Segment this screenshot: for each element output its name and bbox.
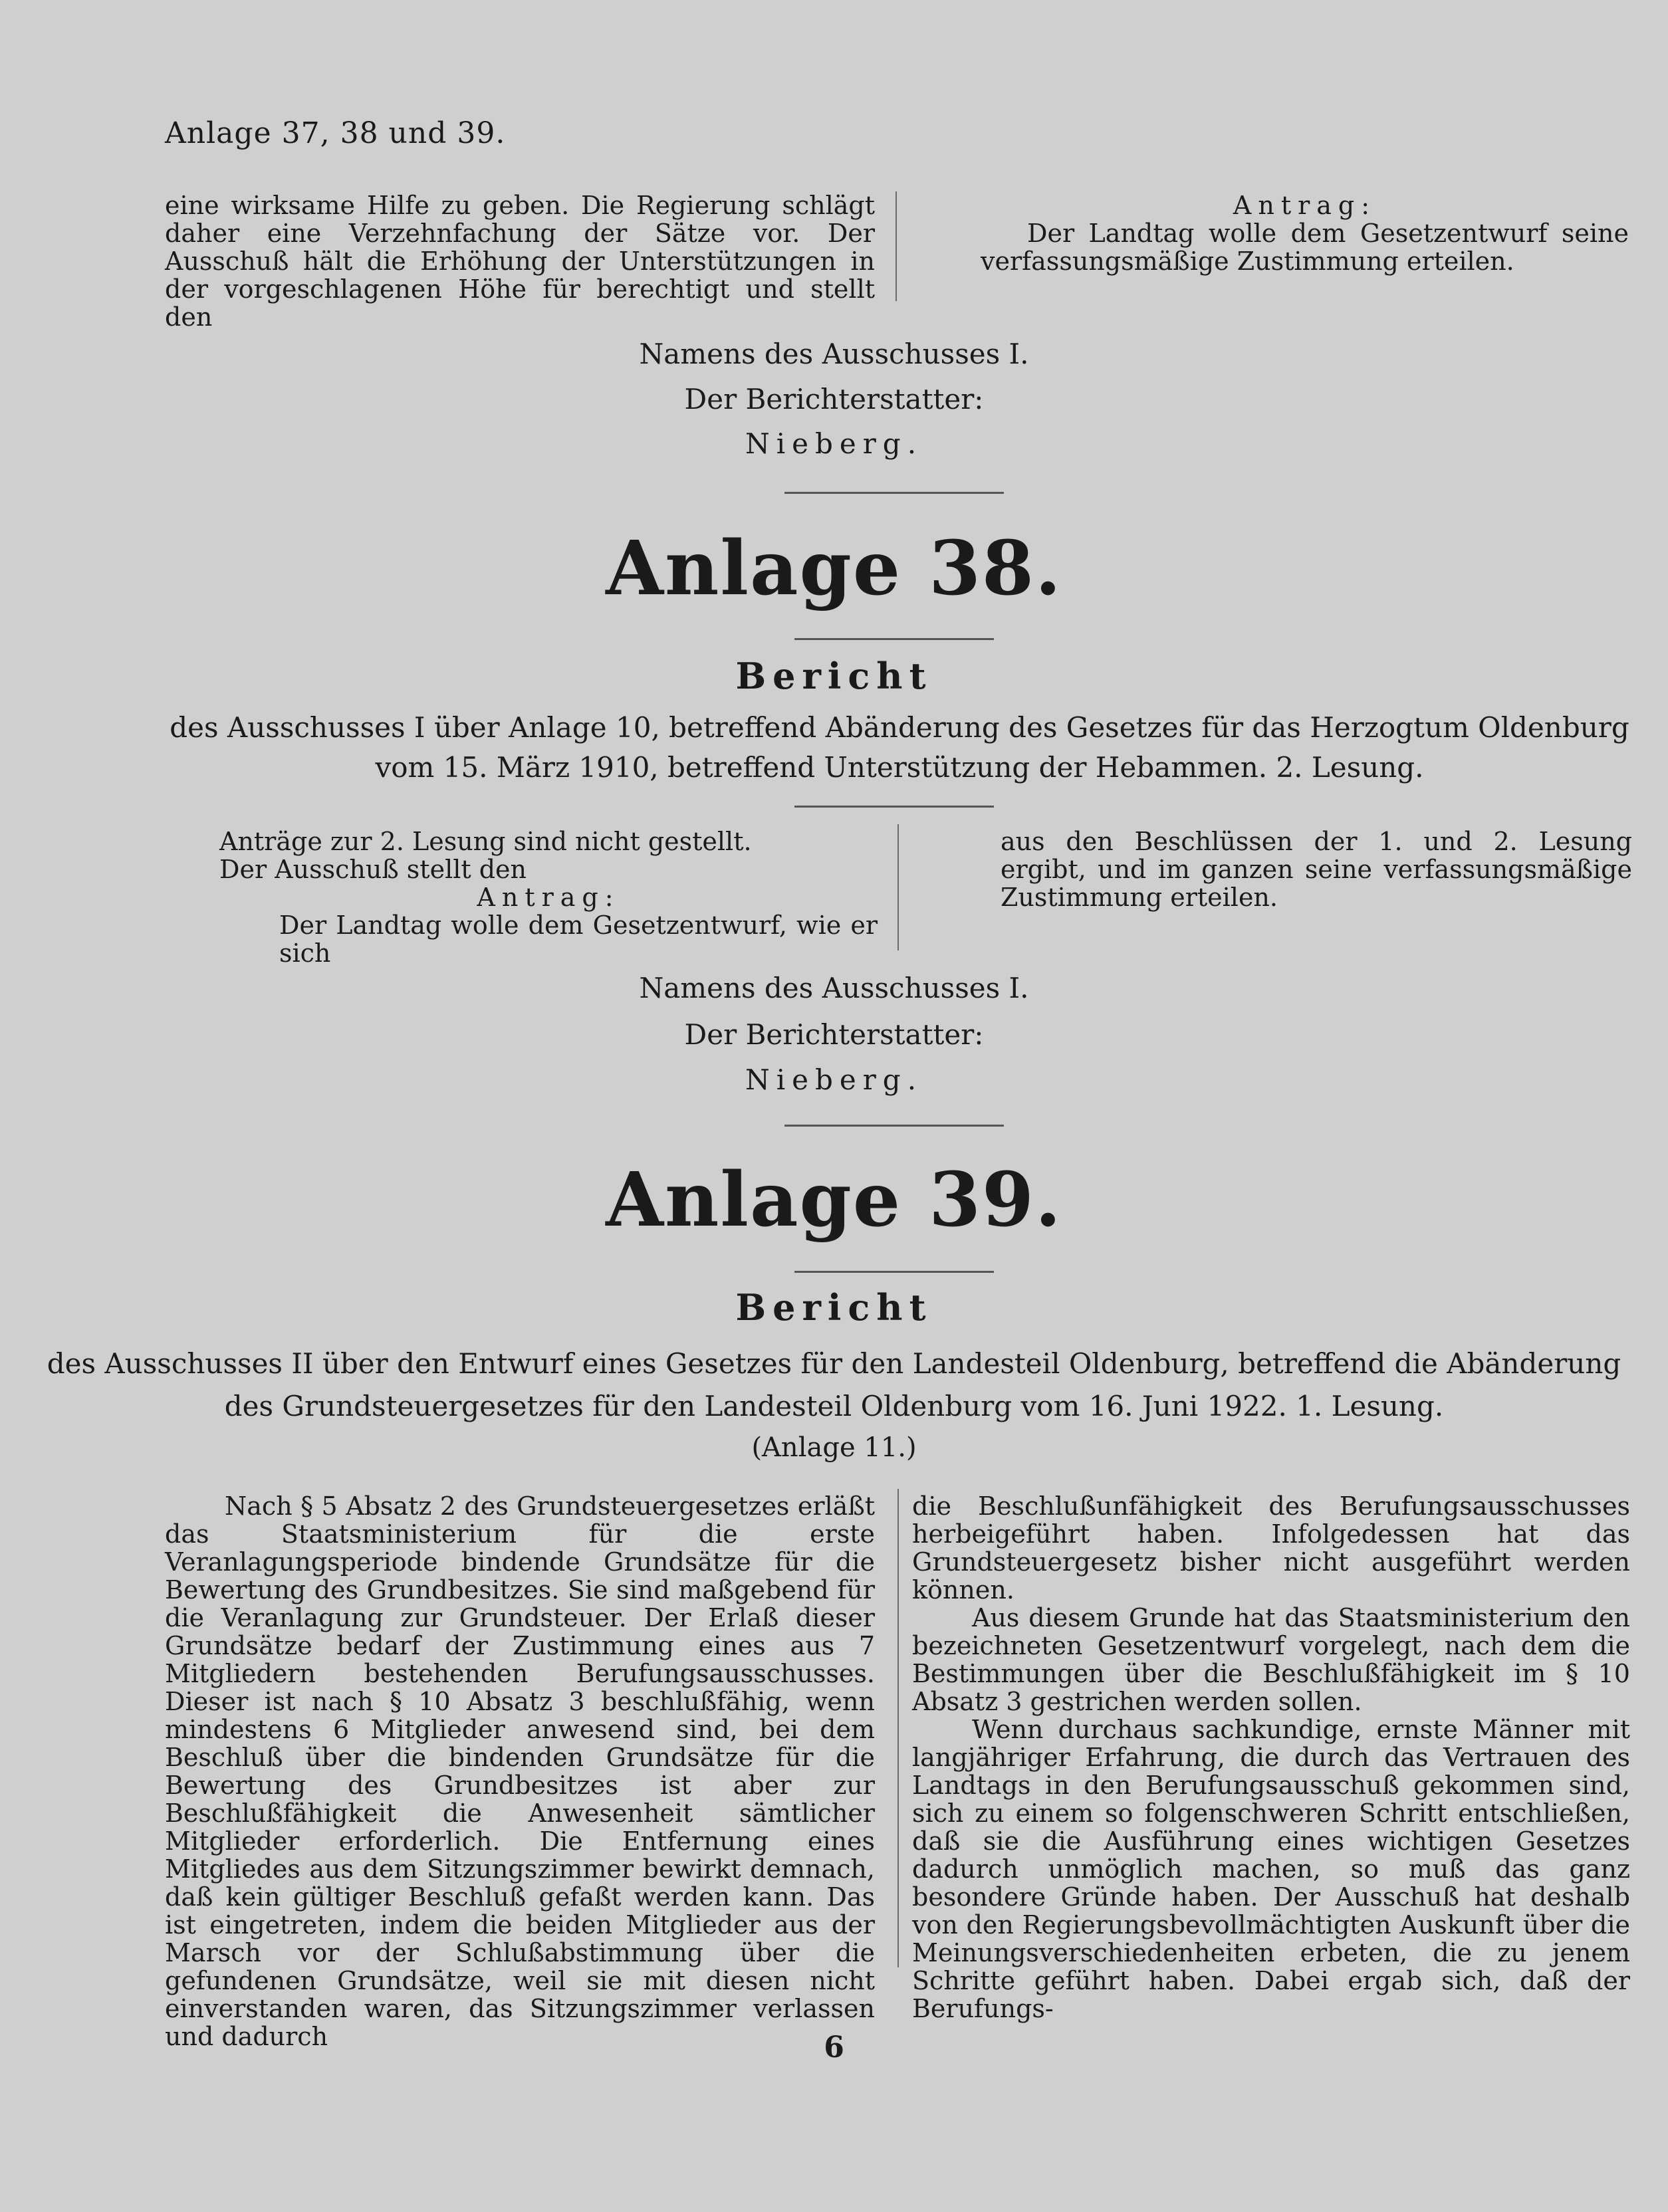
a38-antrag-label: Antrag:	[477, 883, 620, 912]
a38-left-line1: Anträge zur 2. Lesung sind nicht gestellt.	[219, 827, 752, 856]
a38-left-column	[219, 828, 878, 967]
a37-left-column	[165, 191, 875, 331]
a38-title: Anlage 38.	[606, 525, 1062, 612]
separator-rule	[784, 492, 1004, 494]
column-divider	[897, 1489, 899, 1967]
a37-left-text: eine wirksame Hilfe zu geben. Die Regierung schlägt daher eine Verzehnfachung der Sätze vor. Der Ausschuß hält die Erhöhung der Unterstützungen in der vorgeschlagenen Höhe für berechtigt und stellt den	[165, 191, 875, 332]
a39-anlage-ref: (Anlage 11.)	[751, 1432, 917, 1463]
a38-bericht-heading: Bericht	[735, 655, 933, 697]
a38-sig-committee: Namens des Ausschusses I.	[639, 972, 1029, 1004]
a38-sig-name: Nieberg.	[745, 1063, 923, 1096]
a37-right-column	[981, 191, 1629, 275]
separator-rule	[794, 638, 994, 640]
a38-right-text: aus den Beschlüssen der 1. und 2. Lesung ergibt, und im ganzen seine verfassungsmäßige Zustimmung erteilen.	[1001, 827, 1632, 912]
separator-rule	[784, 1125, 1004, 1127]
a37-antrag-label: Antrag:	[1233, 191, 1377, 220]
running-header: Anlage 37, 38 und 39.	[165, 116, 506, 150]
a39-bericht-heading: Bericht	[735, 1286, 933, 1329]
column-divider	[897, 824, 899, 950]
separator-rule	[794, 806, 994, 808]
a39-right-paragraph-3: Wenn durchaus sachkundige, ernste Männer mit langjähriger Erfahrung, die durch das Vertrauen des Landtags in den Berufungsausschuß gekommen sind, sich zu einem so folgenschweren Schritt entschließen, daß sie die Ausführung eines wichtigen Gesetzes dadurch unmöglich machen, so muß das ganz besondere Gründe haben. Der Ausschuß hat deshalb von den Regierungsbevollmächtigten Auskunft über die Meinungsverschiedenheiten erbeten, die zu jenem Schritte geführt haben. Dabei ergab sich, daß der Berufungs-	[912, 1715, 1630, 2023]
separator-rule	[794, 1271, 994, 1273]
a37-sig-role: Der Berichterstatter:	[684, 383, 984, 415]
a38-right-column	[1001, 828, 1632, 911]
a37-sig-name: Nieberg.	[745, 427, 923, 460]
a39-subject-line1: des Ausschusses II über den Entwurf eines Gesetzes für den Landesteil Oldenburg, betreffend die Abänderung	[47, 1347, 1621, 1380]
a39-left-column	[165, 1492, 875, 2050]
a38-left-line4: Der Landtag wolle dem Gesetzentwurf, wie er sich	[279, 911, 878, 968]
a39-subject-line2: des Grundsteuergesetzes für den Landesteil Oldenburg vom 16. Juni 1922. 1. Lesung.	[224, 1390, 1444, 1422]
a39-left-paragraph: Nach § 5 Absatz 2 des Grundsteuergesetzes erläßt das Staatsministerium für die erste Veranlagungsperiode bindende Grundsätze für die Bewertung des Grundbesitzes. Sie sind maßgebend für die Veranlagung zur Grundsteuer. Der Erlaß dieser Grundsätze bedarf der Zustimmung eines aus 7 Mitgliedern bestehenden Berufungsausschusses. Dieser ist nach § 10 Absatz 3 beschlußfähig, wenn mindestens 6 Mitglieder anwesend sind, bei dem Beschluß über die bindenden Grundsätze für die Bewertung des Grundbesitzes ist aber zur Beschlußfähigkeit die Anwesenheit sämtlicher Mitglieder erforderlich. Die Entfernung eines Mitgliedes aus dem Sitzungszimmer bewirkt demnach, daß kein gültiger Beschluß gefaßt werden kann. Das ist eingetreten, indem die beiden Mitglieder aus der Marsch vor der Schlußabstimmung über die gefundenen Grundsätze, weil sie mit diesen nicht einverstanden waren, das Sitzungszimmer verlassen und dadurch	[165, 1492, 875, 2051]
a39-right-paragraph-1: die Beschlußunfähigkeit des Berufungsausschusses herbeigeführt haben. Infolgedessen hat das Grundsteuergesetz bisher nicht ausgeführt werden können.	[912, 1492, 1630, 1604]
a37-right-text: Der Landtag wolle dem Gesetzentwurf seine verfassungsmäßige Zustimmung erteilen.	[981, 219, 1629, 276]
a38-sig-role: Der Berichterstatter:	[684, 1018, 984, 1051]
page-number: 6	[824, 2031, 844, 2064]
a38-left-line2: Der Ausschuß stellt den	[219, 855, 527, 884]
a39-right-column	[912, 1492, 1630, 2023]
a37-sig-committee: Namens des Ausschusses I.	[639, 338, 1029, 370]
a39-title: Anlage 39.	[606, 1157, 1062, 1244]
a38-subject: des Ausschusses I über Anlage 10, betreffend Abänderung des Gesetzes für das Herzogtum Oldenburg vom 15. März 1910, betreffend Unterstützung der Hebammen. 2. Lesung.	[170, 711, 1629, 784]
column-divider	[895, 191, 897, 301]
a39-right-paragraph-2: Aus diesem Grunde hat das Staatsministerium den bezeichneten Gesetzentwurf vorgelegt, nach dem die Bestimmungen über die Beschlußfähigkeit im § 10 Absatz 3 gestrichen werden sollen.	[912, 1603, 1630, 1716]
